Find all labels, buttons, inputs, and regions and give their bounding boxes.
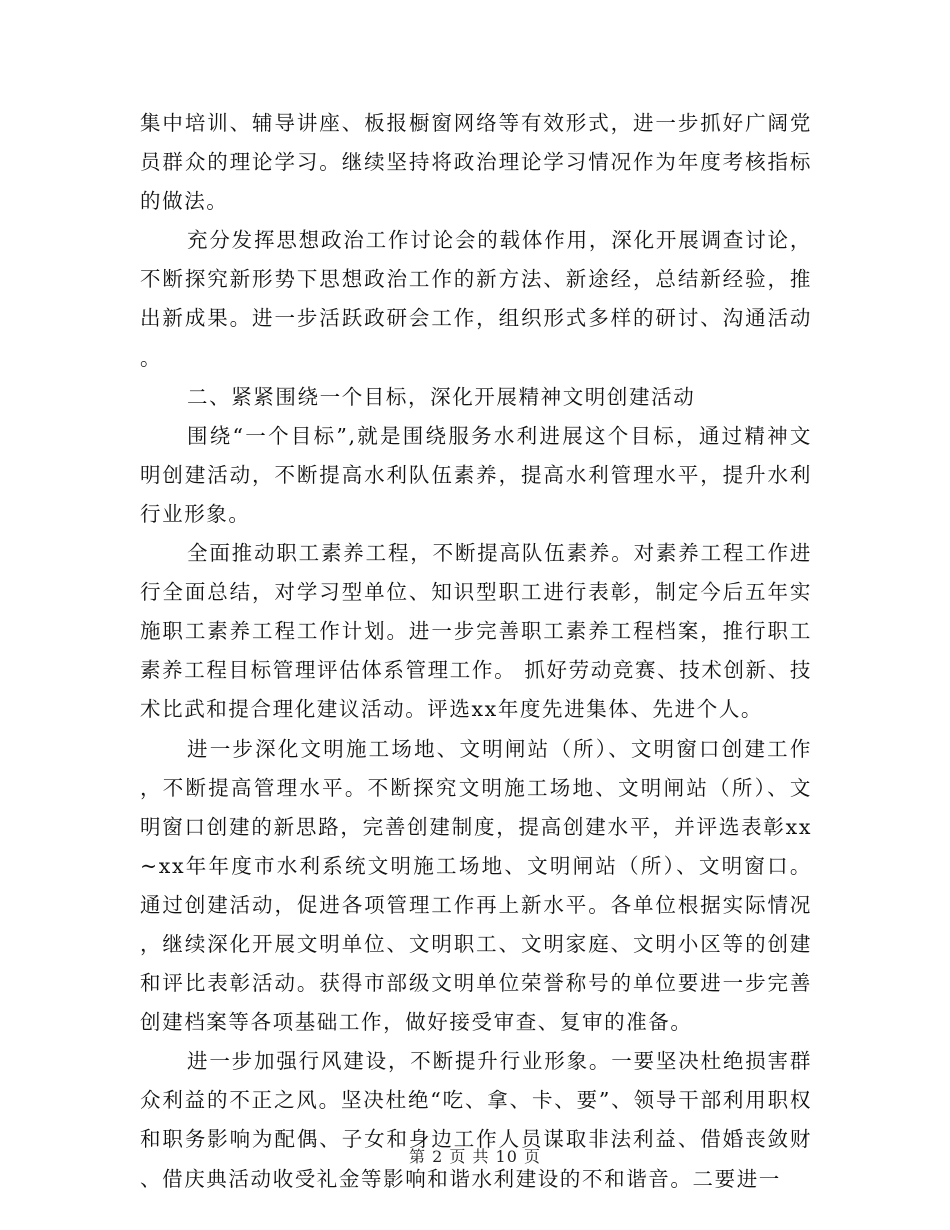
paragraph: 进一步深化文明施工场地、文明闸站（所）、文明窗口创建工作，不断提高管理水平。不断探究文明施工场地、文明闸站（所）、文明窗口创建的新思路，完善创建制度，提高创建水平，并评选表彰xx~xx年年度市水利系统文明施工场地、文明闸站（所）、文明窗口。通过创建活动，促进各项管理工作再上新水平。各单位根据实际情况，继续深化开展文明单位、文明职工、文明家庭、文明小区等的创建和评比表彰活动。获得市部级文明单位荣誉称号的单位要进一步完善创建档案等各项基础工作，做好接受审查、复审的准备。 xyxy=(140,736,812,1035)
paragraph: 全面推动职工素养工程，不断提高队伍素养。对素养工程工作进行全面总结，对学习型单位、知识型职工进行表彰，制定今后五年实施职工素养工程工作计划。进一步完善职工素养工程档案，推行职工素养工程目标管理评估体系管理工作。 抓好劳动竞赛、技术创新、技术比武和提合理化建议活动。评选xx年度先进集体、先进个人。 xyxy=(140,541,812,722)
document-body xyxy=(140,104,812,1199)
section-heading: 二、紧紧围绕一个目标，深化开展精神文明创建活动 xyxy=(187,384,696,409)
page-number-footer: 第 2 页 共 10 页 xyxy=(409,1147,541,1166)
paragraph: 充分发挥思想政治工作讨论会的载体作用，深化开展调查讨论，不断探究新形势下思想政治工作的新方法、新途经，总结新经验，推出新成果。进一步活跃政研会工作，组织形式多样的研讨、沟通活动。 xyxy=(140,228,812,370)
paragraph-continuation: 集中培训、辅导讲座、板报橱窗网络等有效形式，进一步抓好广阔党员群众的理论学习。继续坚持将政治理论学习情况作为年度考核指标的做法。 xyxy=(140,111,812,214)
paragraph: 围绕“一个目标”,就是围绕服务水利进展这个目标，通过精神文明创建活动，不断提高水利队伍素养，提高水利管理水平，提升水利行业形象。 xyxy=(140,423,812,526)
paragraph: 进一步加强行风建设，不断提升行业形象。一要坚决杜绝损害群众利益的不正之风。坚决杜绝“吃、拿、卡、要”、领导干部利用职权和职务影响为配偶、子女和身边工作人员谋取非法利益、借婚丧敛财、借庆典活动收受礼金等影响和谐水利建设的不和谐音。二要进一 xyxy=(140,1049,812,1191)
